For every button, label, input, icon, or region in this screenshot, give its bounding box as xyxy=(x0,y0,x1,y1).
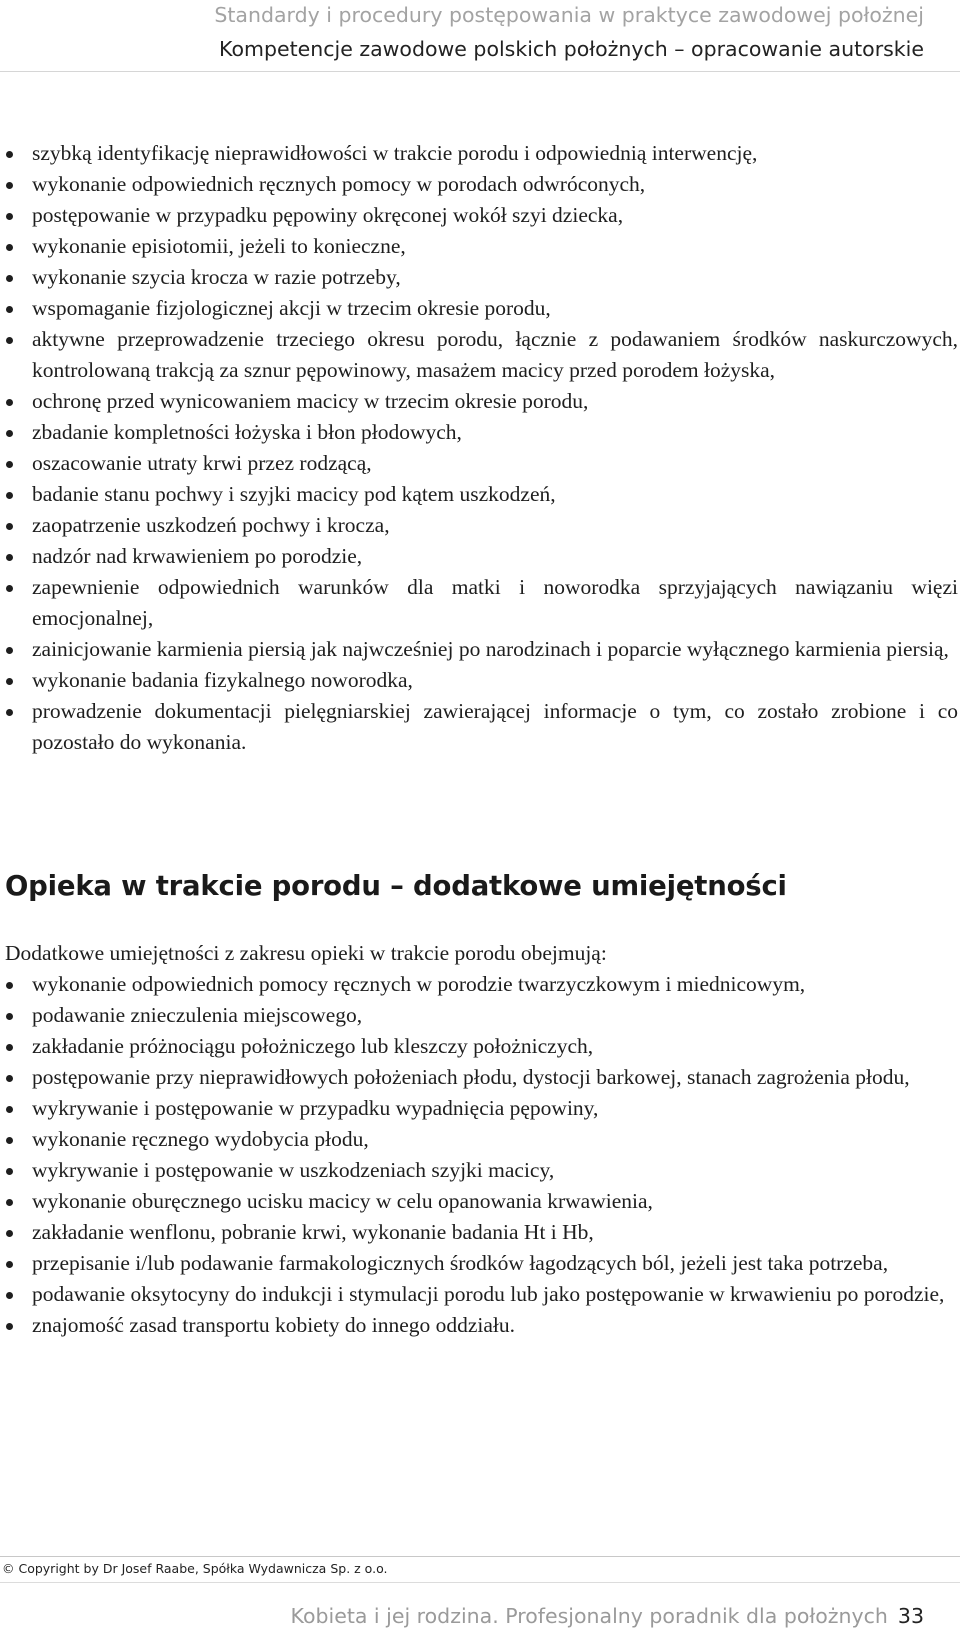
list-item: wykrywanie i postępowanie w przypadku wypadnięcia pępowiny, xyxy=(0,1093,958,1124)
list-item: przepisanie i/lub podawanie farmakologicznych środków łagodzących ból, jeżeli jest taka potrzeba, xyxy=(0,1248,958,1279)
list-item: wykrywanie i postępowanie w uszkodzeniach szyjki macicy, xyxy=(0,1155,958,1186)
list-item: postępowanie w przypadku pępowiny okręconej wokół szyi dziecka, xyxy=(0,200,958,231)
list-item: zakładanie wenflonu, pobranie krwi, wykonanie badania Ht i Hb, xyxy=(0,1217,958,1248)
list-item: zbadanie kompletności łożyska i błon płodowych, xyxy=(0,417,958,448)
list-item: wykonanie odpowiednich pomocy ręcznych w porodzie twarzyczkowym i miednicowym, xyxy=(0,969,958,1000)
list-item: wspomaganie fizjologicznej akcji w trzecim okresie porodu, xyxy=(0,293,958,324)
list-item: zapewnienie odpowiednich warunków dla matki i noworodka sprzyjających nawiązaniu więzi emocjonalnej, xyxy=(0,572,958,634)
footer-divider xyxy=(0,1556,960,1557)
list-item: wykonanie ręcznego wydobycia płodu, xyxy=(0,1124,958,1155)
page-number: 33 xyxy=(897,1604,924,1628)
list-item: wykonanie episiotomii, jeżeli to konieczne, xyxy=(0,231,958,262)
copyright-notice: © Copyright by Dr Josef Raabe, Spółka Wydawnicza Sp. z o.o. xyxy=(2,1561,388,1576)
list-item: znajomość zasad transportu kobiety do innego oddziału. xyxy=(0,1310,958,1341)
list-item: badanie stanu pochwy i szyjki macicy pod kątem uszkodzeń, xyxy=(0,479,958,510)
list-item: podawanie znieczulenia miejscowego, xyxy=(0,1000,958,1031)
list-item: wykonanie odpowiednich ręcznych pomocy w porodach odwróconych, xyxy=(0,169,958,200)
running-header xyxy=(0,0,960,72)
section-intro: Dodatkowe umiejętności z zakresu opieki w trakcie porodu obejmują: xyxy=(5,941,607,965)
list-item: ochronę przed wynicowaniem macicy w trzecim okresie porodu, xyxy=(0,386,958,417)
list-item: zaopatrzenie uszkodzeń pochwy i krocza, xyxy=(0,510,958,541)
list-item: prowadzenie dokumentacji pielęgniarskiej zawierającej informacje o tym, co zostało zrobione i co pozostało do wykonania. xyxy=(0,696,958,758)
list-item: aktywne przeprowadzenie trzeciego okresu porodu, łącznie z podawaniem środków naskurczowych, kontrolowaną trakcją za sznur pępowinowy, masażem macicy przed porodem łożyska, xyxy=(0,324,958,386)
list-item: wykonanie oburęcznego ucisku macicy w celu opanowania krwawienia, xyxy=(0,1186,958,1217)
header-title: Standardy i procedury postępowania w praktyce zawodowej położnej xyxy=(214,3,924,27)
footer-divider xyxy=(0,1582,960,1583)
competencies-list xyxy=(0,138,958,758)
additional-skills-list xyxy=(0,969,958,1341)
list-item: wykonanie badania fizykalnego noworodka, xyxy=(0,665,958,696)
list-item: szybką identyfikację nieprawidłowości w trakcie porodu i odpowiednią interwencję, xyxy=(0,138,958,169)
list-item: oszacowanie utraty krwi przez rodzącą, xyxy=(0,448,958,479)
list-item: zakładanie próżnociągu położniczego lub kleszczy położniczych, xyxy=(0,1031,958,1062)
running-footer xyxy=(291,1604,924,1628)
list-item: wykonanie szycia krocza w razie potrzeby, xyxy=(0,262,958,293)
section-heading: Opieka w trakcie porodu – dodatkowe umiejętności xyxy=(5,870,787,902)
list-item: podawanie oksytocyny do indukcji i stymulacji porodu lub jako postępowanie w krwawieniu po porodzie, xyxy=(0,1279,958,1310)
list-item: zainicjowanie karmienia piersią jak najwcześniej po narodzinach i poparcie wyłącznego karmienia piersią, xyxy=(0,634,958,665)
header-subtitle: Kompetencje zawodowe polskich położnych – opracowanie autorskie xyxy=(219,37,924,61)
list-item: nadzór nad krwawieniem po porodzie, xyxy=(0,541,958,572)
list-item: postępowanie przy nieprawidłowych położeniach płodu, dystocji barkowej, stanach zagrożenia płodu, xyxy=(0,1062,958,1093)
publication-title: Kobieta i jej rodzina. Profesjonalny poradnik dla położnych xyxy=(290,1604,888,1628)
